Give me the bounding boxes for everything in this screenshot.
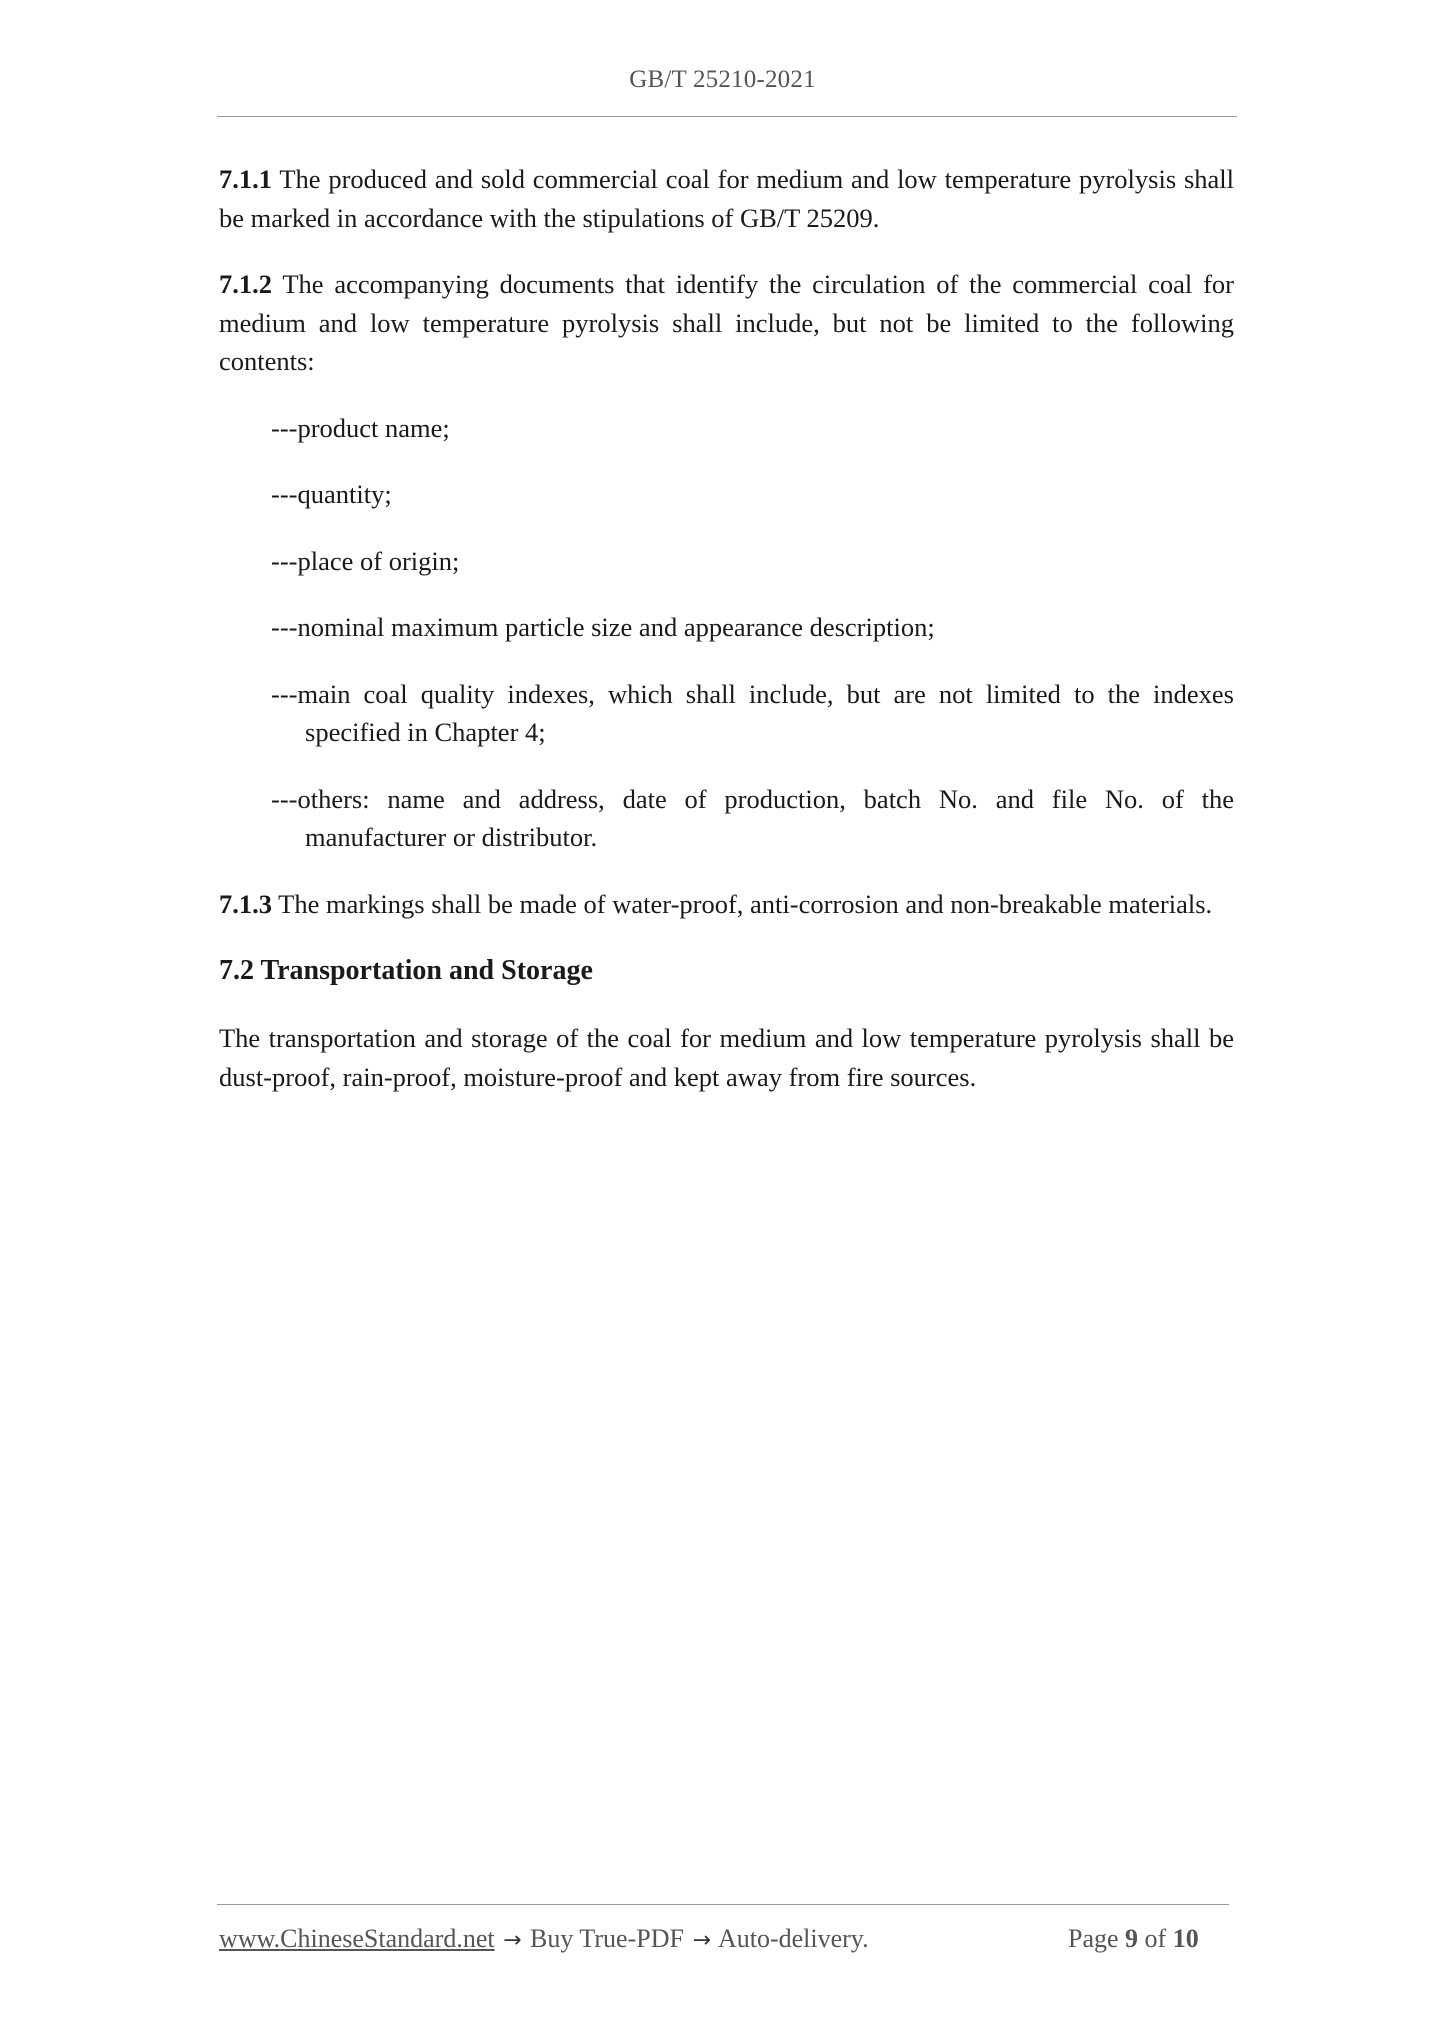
clause-number: 7.1.2 — [219, 269, 272, 299]
of-label: of — [1144, 1924, 1167, 1953]
clause-number: 7.1.3 — [219, 888, 272, 919]
page-label: Page — [1068, 1924, 1119, 1953]
section-heading-7-2: 7.2 Transportation and Storage — [219, 955, 593, 986]
clause-7-1-3 — [219, 885, 1234, 924]
list-item: ---others: name and address, date of production, batch No. and file No. of the manufacturer or distributor. — [271, 783, 1234, 852]
footer-divider — [217, 1904, 1229, 1905]
clause-text: The accompanying documents that identify the circulation of the commercial coal for medium and low temperature pyrolysis shall include, but not be limited to the following contents: — [219, 269, 1234, 376]
list-item: ---nominal maximum particle size and appearance description; — [271, 612, 935, 642]
clause-text: The markings shall be made of water-proof, anti-corrosion and non-breakable materials. — [278, 888, 1213, 919]
clause-7-2-text: The transportation and storage of the coal for medium and low temperature pyrolysis shall be dust-proof, rain-proof, moisture-proof and kept away from fire sources. — [219, 1023, 1234, 1092]
header-title: GB/T 25210-2021 — [629, 66, 816, 93]
document-body — [219, 160, 1234, 1124]
page-number: 9 — [1125, 1924, 1139, 1953]
buy-pdf-text: Buy True-PDF — [530, 1924, 684, 1953]
clause-7-1-2 — [219, 265, 1234, 381]
header-divider — [217, 116, 1237, 117]
clause-7-1-1 — [219, 160, 1234, 237]
arrow-right-icon: → — [503, 1928, 522, 1953]
page-total: 10 — [1172, 1924, 1199, 1953]
clause-number: 7.1.1 — [219, 164, 272, 194]
list-item: ---product name; — [271, 412, 450, 443]
list-item: ---quantity; — [271, 479, 392, 509]
clause-text: The produced and sold commercial coal for medium and low temperature pyrolysis shall be marked in accordance with the stipulations of GB/T 25209. — [219, 164, 1235, 233]
auto-delivery-text: Auto-delivery. — [717, 1924, 869, 1953]
page-indicator — [1068, 1924, 1199, 1954]
list-item: ---place of origin; — [271, 545, 460, 576]
website-link[interactable]: www.ChineseStandard.net — [219, 1924, 495, 1953]
arrow-right-icon: → — [692, 1928, 711, 1953]
footer-links — [219, 1924, 869, 1954]
list-item: ---main coal quality indexes, which shall include, but are not limited to the indexes specified in Chapter 4; — [271, 678, 1234, 747]
